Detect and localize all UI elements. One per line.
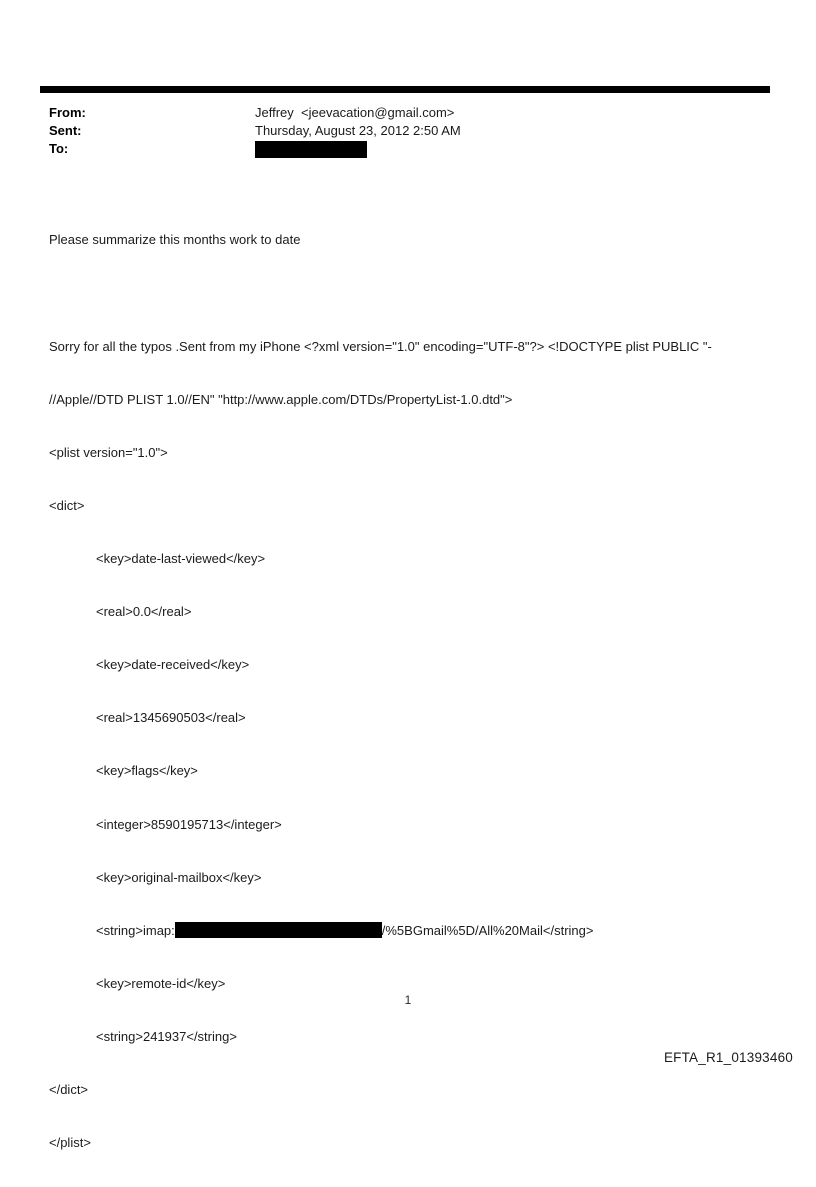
- header-divider-rule: [40, 86, 770, 93]
- header-row-from: [49, 104, 461, 122]
- body-line-imap: [49, 922, 712, 940]
- body-line: <real>0.0</real>: [96, 604, 192, 620]
- body-line: <real>1345690503</real>: [96, 710, 246, 726]
- imap-redaction-box: [175, 922, 382, 938]
- imap-line-suffix: /%5BGmail%5D/All%20Mail</string>: [381, 922, 594, 938]
- body-greeting-line: Please summarize this months work to date: [49, 232, 301, 248]
- bates-number: EFTA_R1_01393460: [663, 1050, 793, 1065]
- header-row-to: [49, 140, 461, 158]
- body-line: <dict>: [49, 497, 85, 513]
- body-line: <string>241937</string>: [96, 1029, 237, 1045]
- body-line: </dict>: [49, 1082, 89, 1098]
- body-line: <integer>8590195713</integer>: [96, 816, 282, 832]
- body-line: <plist version="1.0">: [49, 444, 168, 460]
- to-redaction-box: [255, 141, 367, 158]
- email-body: [49, 196, 712, 1187]
- body-line: Sorry for all the typos .Sent from my iPhone <?xml version="1.0" encoding="UTF-8"?> <!DOCTYPE plist PUBLIC "-: [49, 338, 712, 354]
- body-line: <key>original-mailbox</key>: [96, 869, 262, 885]
- body-line: <key>remote-id</key>: [96, 975, 226, 991]
- body-line: </plist>: [49, 1135, 91, 1151]
- page-number: 1: [404, 993, 412, 1007]
- body-line: <key>date-received</key>: [96, 657, 250, 673]
- body-line: <key>flags</key>: [96, 763, 198, 779]
- email-header: [49, 104, 461, 158]
- imap-line-prefix: <string>imap:: [96, 922, 175, 938]
- sent-value: Thursday, August 23, 2012 2:50 AM: [255, 123, 461, 138]
- blank-line: [49, 285, 712, 303]
- from-value: Jeffrey <jeevacation@gmail.com>: [255, 105, 455, 120]
- to-label: To:: [49, 141, 69, 156]
- body-line: <key>date-last-viewed</key>: [96, 551, 266, 567]
- body-line: //Apple//DTD PLIST 1.0//EN" "http://www.apple.com/DTDs/PropertyList-1.0.dtd">: [49, 391, 513, 407]
- sent-label: Sent:: [49, 123, 82, 138]
- from-label: From:: [49, 105, 86, 120]
- header-row-sent: [49, 122, 461, 140]
